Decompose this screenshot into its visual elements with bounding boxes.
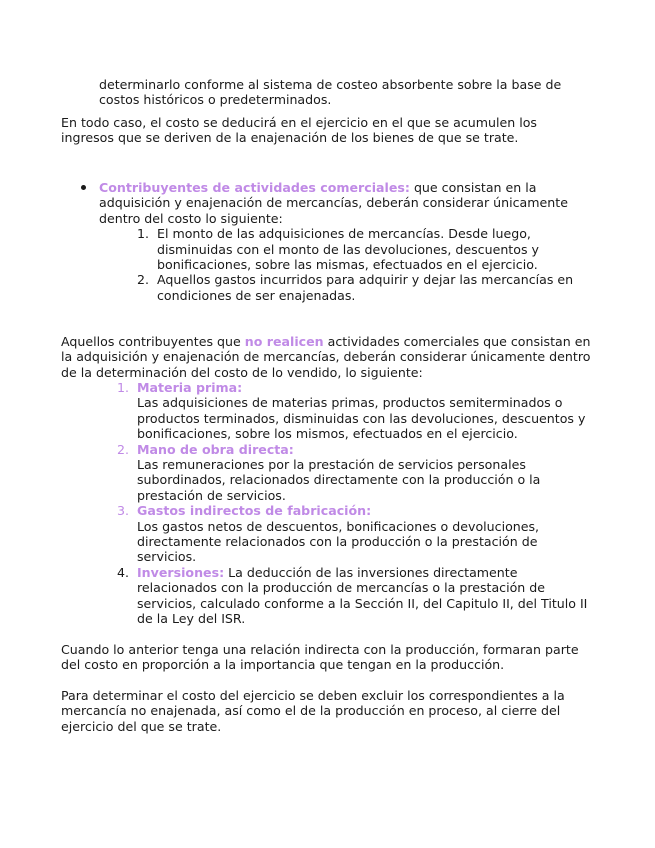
costo-vendido-list (117, 380, 595, 627)
list-item (137, 272, 587, 303)
list-item (117, 442, 595, 504)
no-comerciales-text-before: Aquellos contribuyentes que (61, 334, 245, 349)
bullet-dot-icon (81, 185, 86, 190)
list-item-title: Materia prima: (137, 380, 243, 395)
no-comerciales-text-after: actividades comerciales que consistan en la adquisición y enajenación de mercancías, deberán considerar únicamente dentro de la determinación del costo de lo vendido, lo siguiente: (61, 334, 591, 380)
list-item (117, 503, 595, 565)
list-item (117, 380, 595, 442)
comerciales-heading: Contribuyentes de actividades comerciales: (99, 180, 410, 195)
list-item-title: Inversiones: (137, 564, 225, 580)
list-number: 1. (117, 380, 130, 395)
list-number: 2. (117, 441, 130, 457)
list-item (137, 226, 587, 272)
no-realicen-highlight: no realicen (244, 334, 324, 349)
list-item-text: Los gastos netos de descuentos, bonificaciones o devoluciones, directamente relacionados con la producción o la prestación de servicios. (137, 518, 540, 565)
list-item-title: Gastos indirectos de fabricación: (137, 503, 372, 519)
no-comerciales-intro (61, 334, 591, 380)
list-item-text: El monto de las adquisiciones de mercancías. Desde luego, disminuidas con el monto de las devoluciones, descuentos y bonificaciones, sobre las mismas, efectuados en el ejercicio. (157, 226, 539, 273)
list-number: 3. (117, 503, 130, 519)
list-item (117, 565, 595, 627)
comerciales-section (99, 180, 591, 303)
list-number: 2. (137, 272, 150, 288)
list-number: 4. (117, 564, 130, 580)
intro-general-rule: En todo caso, el costo se deducirá en el ejercicio en el que se acumulen los ingresos que se deriven de la enajenación de los bienes de que se trate. (61, 115, 537, 146)
list-item-title: Mano de obra directa: (137, 441, 294, 457)
closing-paragraph-2: Para determinar el costo del ejercicio se deben excluir los correspondientes a la mercancía no enajenada, así como el de la producción en proceso, al cierre del ejercicio del que se trate. (61, 688, 565, 734)
comerciales-list (137, 226, 587, 303)
list-item-text: La deducción de las inversiones directamente relacionados con la producción de mercancías o la prestación de servicios, calculado conforme a la Sección II, del Capitulo II, del Titulo II de la Ley del ISR. (137, 564, 588, 627)
intro-continuation: determinarlo conforme al sistema de costeo absorbente sobre la base de costos históricos o predeterminados. (99, 77, 562, 108)
list-item-text: Aquellos gastos incurridos para adquirir y dejar las mercancías en condiciones de ser enajenadas. (157, 272, 574, 303)
comerciales-text: que consistan en la adquisición y enajenación de mercancías, deberán considerar únicamente dentro del costo lo siguiente: (99, 180, 568, 226)
list-number: 1. (137, 226, 150, 242)
comerciales-intro (99, 180, 591, 226)
list-item-text: Las adquisiciones de materias primas, productos semiterminados o productos terminados, disminuidas con las devoluciones, descuentos y bonificaciones, sobre los mismos, efectuados en el ejercicio. (137, 395, 586, 442)
closing-paragraph-1: Cuando lo anterior tenga una relación indirecta con la producción, formaran parte del costo en proporción a la importancia que tengan en la producción. (61, 642, 579, 673)
list-item-text: Las remuneraciones por la prestación de servicios personales subordinados, relacionados directamente con la producción o la prestación de servicios. (137, 457, 541, 503)
